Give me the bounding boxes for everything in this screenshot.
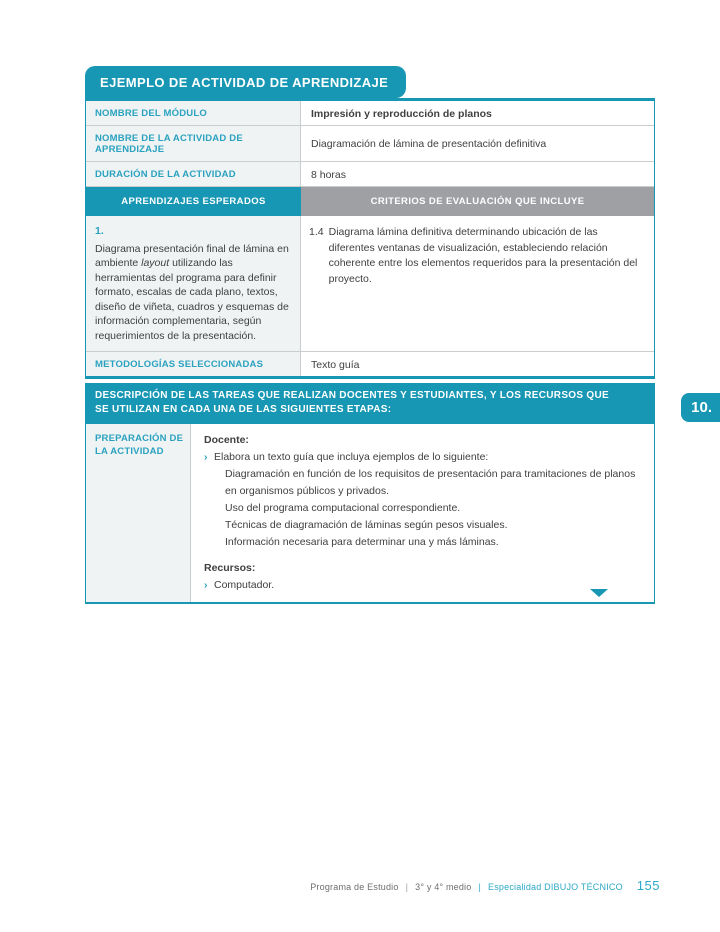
methodology-value: Texto guía	[311, 358, 360, 371]
tasks-description-banner: DESCRIPCIÓN DE LAS TAREAS QUE REALIZAN DOCENTES Y ESTUDIANTES, Y LOS RECURSOS QUE SE UTILIZAN EN CADA UNA DE LAS SIGUIENTES ETAPAS:	[85, 383, 655, 424]
criteria-text: Diagrama lámina definitiva determinando ubicación de las diferentes ventanas de visualización, estableciendo relación coherente entre los elementos requeridos para la presentación del proyecto.	[328, 226, 638, 285]
criteria-number: 1.4	[309, 226, 324, 238]
activity-name-label: NOMBRE DE LA ACTIVIDAD DE APRENDIZAJE	[86, 126, 301, 161]
table-row	[86, 126, 654, 162]
expected-learning-header: APRENDIZAJES ESPERADOS	[86, 187, 301, 216]
page-number: 155	[636, 878, 660, 893]
recursos-heading: Recursos:	[204, 562, 256, 574]
activity-title-banner: EJEMPLO DE ACTIVIDAD DE APRENDIZAJE	[85, 66, 406, 98]
preparation-content-cell	[191, 424, 654, 602]
footer-grade-text: 3° y 4° medio	[415, 882, 472, 892]
evaluation-criteria-header: CRITERIOS DE EVALUACIÓN QUE INCLUYE	[301, 187, 654, 216]
list-item: Información necesaria para determinar una y más láminas.	[225, 536, 499, 548]
expected-learning-cell	[86, 216, 301, 351]
chevron-bullet-icon: ›	[204, 579, 208, 591]
list-item: Uso del programa computacional correspondiente.	[225, 502, 461, 514]
main-content	[85, 66, 655, 604]
docente-heading: Docente:	[204, 434, 249, 446]
footer-separator: |	[405, 882, 409, 892]
activity-info-table	[85, 98, 655, 379]
table-row	[86, 101, 654, 126]
preparation-table	[85, 424, 655, 604]
page-footer	[310, 878, 660, 893]
list-item: Diagramación en función de los requisitos de presentación para tramitaciones de planos en organismos públicos y privados.	[225, 468, 636, 497]
activity-name-value: Diagramación de lámina de presentación definitiva	[311, 138, 547, 150]
duration-value: 8 horas	[311, 168, 347, 181]
recursos-item-text: Computador.	[214, 579, 275, 591]
learning-text-before: Diagrama presentación final de lámina en ambiente	[95, 242, 289, 269]
list-item: Técnicas de diagramación de láminas según pesos visuales.	[225, 519, 508, 531]
footer-separator: |	[478, 882, 482, 892]
duration-label: DURACIÓN DE LA ACTIVIDAD	[86, 162, 301, 186]
footer-program-text: Programa de Estudio	[310, 882, 399, 892]
evaluation-criteria-cell	[301, 216, 654, 351]
bullet-item-text: Elabora un texto guía que incluya ejemplos de lo siguiente:	[214, 451, 489, 463]
list-item	[204, 449, 640, 466]
learning-text-after: utilizando las herramientas del programa para definir formato, escalas de cada plano, textos, diseño de viñeta, cuadros y esquemas de información complementaria, según requerimientos de la presentación.	[95, 257, 289, 342]
module-name-label: NOMBRE DEL MÓDULO	[86, 101, 301, 125]
column-headers-row	[86, 187, 654, 216]
footer-specialty-text: Especialidad DIBUJO TÉCNICO	[488, 882, 623, 892]
preparation-stage-label: PREPARACIÓN DE LA ACTIVIDAD	[86, 424, 191, 602]
table-row	[86, 162, 654, 187]
methodology-label: METODOLOGÍAS SELECCIONADAS	[86, 352, 301, 376]
module-name-value: Impresión y reproducción de planos	[311, 107, 492, 120]
table-row	[86, 352, 654, 376]
learning-text-italic: layout	[141, 257, 170, 269]
list-item	[204, 577, 640, 594]
chevron-bullet-icon: ›	[204, 451, 208, 463]
chapter-tab: 10.	[681, 393, 720, 422]
learning-number: 1.	[95, 225, 104, 237]
continuation-arrow-icon	[590, 589, 608, 597]
learning-criteria-row	[86, 216, 654, 352]
